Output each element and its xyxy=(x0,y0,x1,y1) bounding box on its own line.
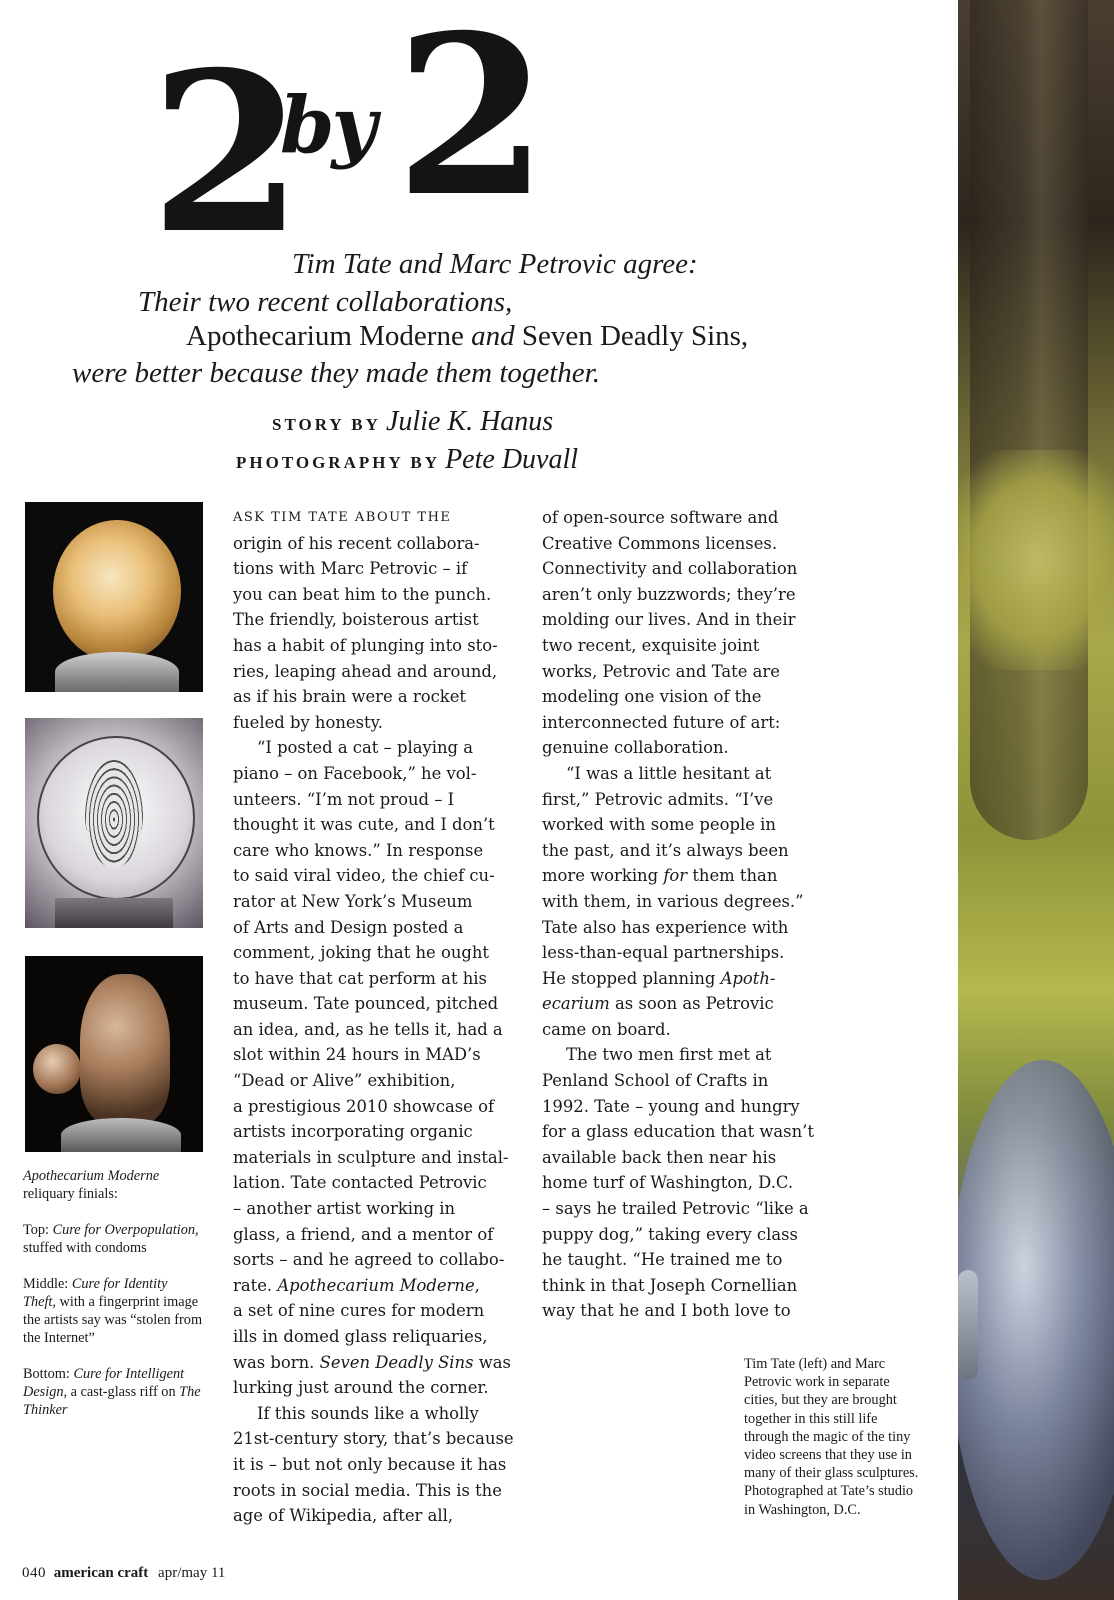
photo-byline xyxy=(236,444,578,476)
caption-bottom-title: Cure for Intelligent Design, xyxy=(23,1366,185,1400)
glass-base xyxy=(61,1118,181,1152)
story-label: STORY BY xyxy=(272,415,381,434)
text-line: If this sounds like a wholly xyxy=(257,1403,479,1423)
amber-glass-sphere xyxy=(53,520,181,662)
text-line: rator at New York’s Museum xyxy=(233,891,473,911)
text-line: lation. Tate contacted Petrovic xyxy=(233,1173,487,1193)
text-line: he taught. “He trained me to xyxy=(542,1250,783,1270)
text-line: available back then near his xyxy=(542,1147,777,1167)
caption-bottom xyxy=(23,1365,203,1419)
folio xyxy=(22,1565,225,1582)
magazine-name: american craft xyxy=(53,1565,149,1581)
page-number: 040 xyxy=(22,1565,46,1581)
story-byline xyxy=(272,406,553,438)
glass-ball xyxy=(33,1044,81,1094)
text-line: The two men first met at xyxy=(566,1045,772,1065)
artwork-title: Seven Deadly Sins xyxy=(319,1352,474,1372)
text-line: puppy dog,” taking every class xyxy=(542,1224,798,1244)
text-line: modeling one vision of the xyxy=(542,687,762,707)
text-line: molding our lives. And in their xyxy=(542,610,796,630)
text-line: think in that Joseph Cornellian xyxy=(542,1275,798,1295)
caption-top-title: Cure for Overpopulation xyxy=(52,1222,196,1238)
photo-overpopulation-finial xyxy=(25,502,203,692)
dek-title-2: Seven Deadly Sins, xyxy=(521,320,749,352)
text-line: the past, and it’s always been xyxy=(542,840,789,860)
text-line: “Dead or Alive” exhibition, xyxy=(233,1071,456,1091)
caption-middle-title: Cure for Identity Theft xyxy=(23,1276,168,1310)
photo-identity-theft-finial xyxy=(25,718,203,928)
dek-line-3 xyxy=(186,320,748,353)
text-fragment: was xyxy=(473,1352,511,1372)
text-line: sorts – and he agreed to collabo- xyxy=(233,1250,505,1270)
dek-line-2: Their two recent collaborations, xyxy=(138,286,513,318)
text-line: slot within 24 hours in MAD’s xyxy=(233,1045,481,1065)
text-line: 21st-century story, that’s because xyxy=(233,1429,514,1449)
glass-dome-shape xyxy=(958,1060,1114,1580)
text-line: less-than-equal partnerships. xyxy=(542,943,785,963)
headline-right: 2 xyxy=(395,0,543,245)
lead-in: ASK TIM TATE ABOUT THE xyxy=(233,510,452,525)
text-line: museum. Tate pounced, pitched xyxy=(233,994,499,1014)
headline-middle: by xyxy=(280,80,374,171)
text-line: Creative Commons licenses. xyxy=(542,533,778,553)
caption-top-text: , stuffed with condoms xyxy=(23,1222,199,1256)
photo-caption-left xyxy=(23,1167,203,1437)
text-line: works, Petrovic and Tate are xyxy=(542,661,780,681)
text-line: worked with some people in xyxy=(542,815,776,835)
fingerprint-icon xyxy=(85,760,143,868)
text-line: of Arts and Design posted a xyxy=(233,917,464,937)
text-line: – another artist working in xyxy=(233,1199,456,1219)
text-line: Penland School of Crafts in xyxy=(542,1071,769,1091)
caption-middle-text: , with a fingerprint image the artists say was “stolen from the Internet” xyxy=(23,1294,203,1346)
text-line: came on board. xyxy=(542,1019,671,1039)
text-line: roots in social media. This is the xyxy=(233,1480,502,1500)
text-line: as if his brain were a rocket xyxy=(233,687,466,707)
text-line: for a glass education that wasn’t xyxy=(542,1122,814,1142)
text-line: tions with Marc Petrovic – if xyxy=(233,559,468,579)
text-fragment: was born. xyxy=(233,1352,320,1372)
text-line: thought it was cute, and I don’t xyxy=(233,815,495,835)
artwork-title: ecarium xyxy=(542,994,610,1014)
text-line: fueled by honesty. xyxy=(233,712,383,732)
caption-intro-text: reliquary finials: xyxy=(23,1186,118,1202)
photo-label: PHOTOGRAPHY BY xyxy=(236,453,440,472)
text-line: two recent, exquisite joint xyxy=(542,635,760,655)
text-line: comment, joking that he ought xyxy=(233,943,490,963)
text-line: with them, in various degrees.” xyxy=(542,891,804,911)
caption-bottom-label: Bottom: xyxy=(23,1366,74,1382)
glass-base xyxy=(55,898,173,928)
text-line: ills in domed glass reliquaries, xyxy=(233,1327,488,1346)
caption-middle-label: Middle: xyxy=(23,1276,72,1292)
text-line xyxy=(233,1350,528,1376)
text-line xyxy=(233,1273,528,1299)
text-line: an idea, and, as he tells it, had a xyxy=(233,1019,503,1039)
dek-title-1: Apothecarium Moderne xyxy=(186,320,464,352)
still-life-photo xyxy=(958,0,1114,1600)
glass-base xyxy=(55,652,179,692)
glass-cylinder-shape xyxy=(970,0,1088,840)
text-line: ries, leaping ahead and around, xyxy=(233,661,498,681)
text-line xyxy=(542,991,842,1017)
photographer: Pete Duvall xyxy=(445,444,579,475)
text-line xyxy=(542,966,842,992)
artwork-title: Apothecarium Moderne xyxy=(277,1275,475,1295)
artwork-title: Apoth- xyxy=(720,968,776,988)
dek-line-1: Tim Tate and Marc Petrovic agree: xyxy=(292,248,698,280)
text-line: materials in sculpture and instal- xyxy=(233,1147,509,1167)
issue-date: apr/may 11 xyxy=(158,1565,226,1581)
text-line: a set of nine cures for modern xyxy=(233,1301,485,1321)
emphasis: for xyxy=(663,866,688,886)
text-line: The friendly, boisterous artist xyxy=(233,610,479,630)
text-fragment: as soon as Petrovic xyxy=(609,994,774,1014)
text-line: has a habit of plunging into sto- xyxy=(233,635,498,655)
caption-top-label: Top: xyxy=(23,1222,53,1238)
caption-bottom-text: a cast-glass riff on xyxy=(67,1384,180,1400)
text-line: aren’t only buzzwords; they’re xyxy=(542,584,796,604)
story-author: Julie K. Hanus xyxy=(386,406,554,437)
text-fragment: rate. xyxy=(233,1275,278,1295)
caption-top xyxy=(23,1221,203,1257)
caption-middle xyxy=(23,1275,203,1347)
text-line xyxy=(542,863,842,889)
text-line: home turf of Washington, D.C. xyxy=(542,1173,794,1193)
text-line: care who knows.” In response xyxy=(233,840,484,860)
text-line: interconnected future of art: xyxy=(542,712,781,732)
text-fragment: , xyxy=(474,1275,480,1295)
text-line: artists incorporating organic xyxy=(233,1122,473,1142)
text-line: a prestigious 2010 showcase of xyxy=(233,1096,495,1116)
text-line: to have that cat perform at his xyxy=(233,968,487,988)
text-line: Tate also has experience with xyxy=(542,917,789,937)
text-line: 1992. Tate – young and hungry xyxy=(542,1096,800,1116)
dek-line-4: were better because they made them together. xyxy=(72,357,601,389)
body-column-2 xyxy=(542,505,842,1324)
photo-caption-right: Tim Tate (left) and Marc Petrovic work in separate cities, but they are brought together in this still life through the magic of the tiny video screens that they use in many of their glass sculptures. Photographed at Tate’s studio in Washington, D.C. xyxy=(744,1356,919,1518)
caption-bottom-title-2: The Thinker xyxy=(23,1384,201,1418)
text-line: age of Wikipedia, after all, xyxy=(233,1506,454,1526)
text-fragment: more working xyxy=(542,866,664,886)
text-line: it is – but not only because it has xyxy=(233,1454,507,1474)
photo-intelligent-design-finial xyxy=(25,956,203,1152)
text-line: way that he and I both love to xyxy=(542,1301,791,1321)
dek-and: and xyxy=(463,320,522,352)
green-glass-shape xyxy=(958,450,1114,670)
glass-drip-shape xyxy=(958,1270,978,1380)
text-line: Connectivity and collaboration xyxy=(542,559,798,579)
text-line: “I was a little hesitant at xyxy=(566,763,772,783)
headline-left: 2 xyxy=(150,23,298,282)
text-line: unteers. “I’m not proud – I xyxy=(233,789,455,809)
text-line: genuine collaboration. xyxy=(542,738,729,758)
text-line: first,” Petrovic admits. “I’ve xyxy=(542,789,774,809)
text-fragment: He stopped planning xyxy=(542,968,721,988)
text-line: lurking just around the corner. xyxy=(233,1378,489,1398)
text-line: – says he trailed Petrovic “like a xyxy=(542,1199,809,1219)
text-line: to said viral video, the chief cu- xyxy=(233,866,495,886)
body-column-1 xyxy=(233,505,528,1529)
text-line: piano – on Facebook,” he vol- xyxy=(233,763,477,783)
text-line: “I posted a cat – playing a xyxy=(257,738,473,758)
text-line: you can beat him to the punch. xyxy=(233,584,492,604)
text-line: of open-source software and xyxy=(542,508,779,527)
thinker-figure xyxy=(80,974,170,1124)
text-line: glass, a friend, and a mentor of xyxy=(233,1224,494,1244)
text-fragment: them than xyxy=(687,866,778,886)
caption-intro xyxy=(23,1167,203,1203)
text-line: origin of his recent collabora- xyxy=(233,533,480,553)
caption-intro-title: Apothecarium Moderne xyxy=(23,1168,160,1184)
